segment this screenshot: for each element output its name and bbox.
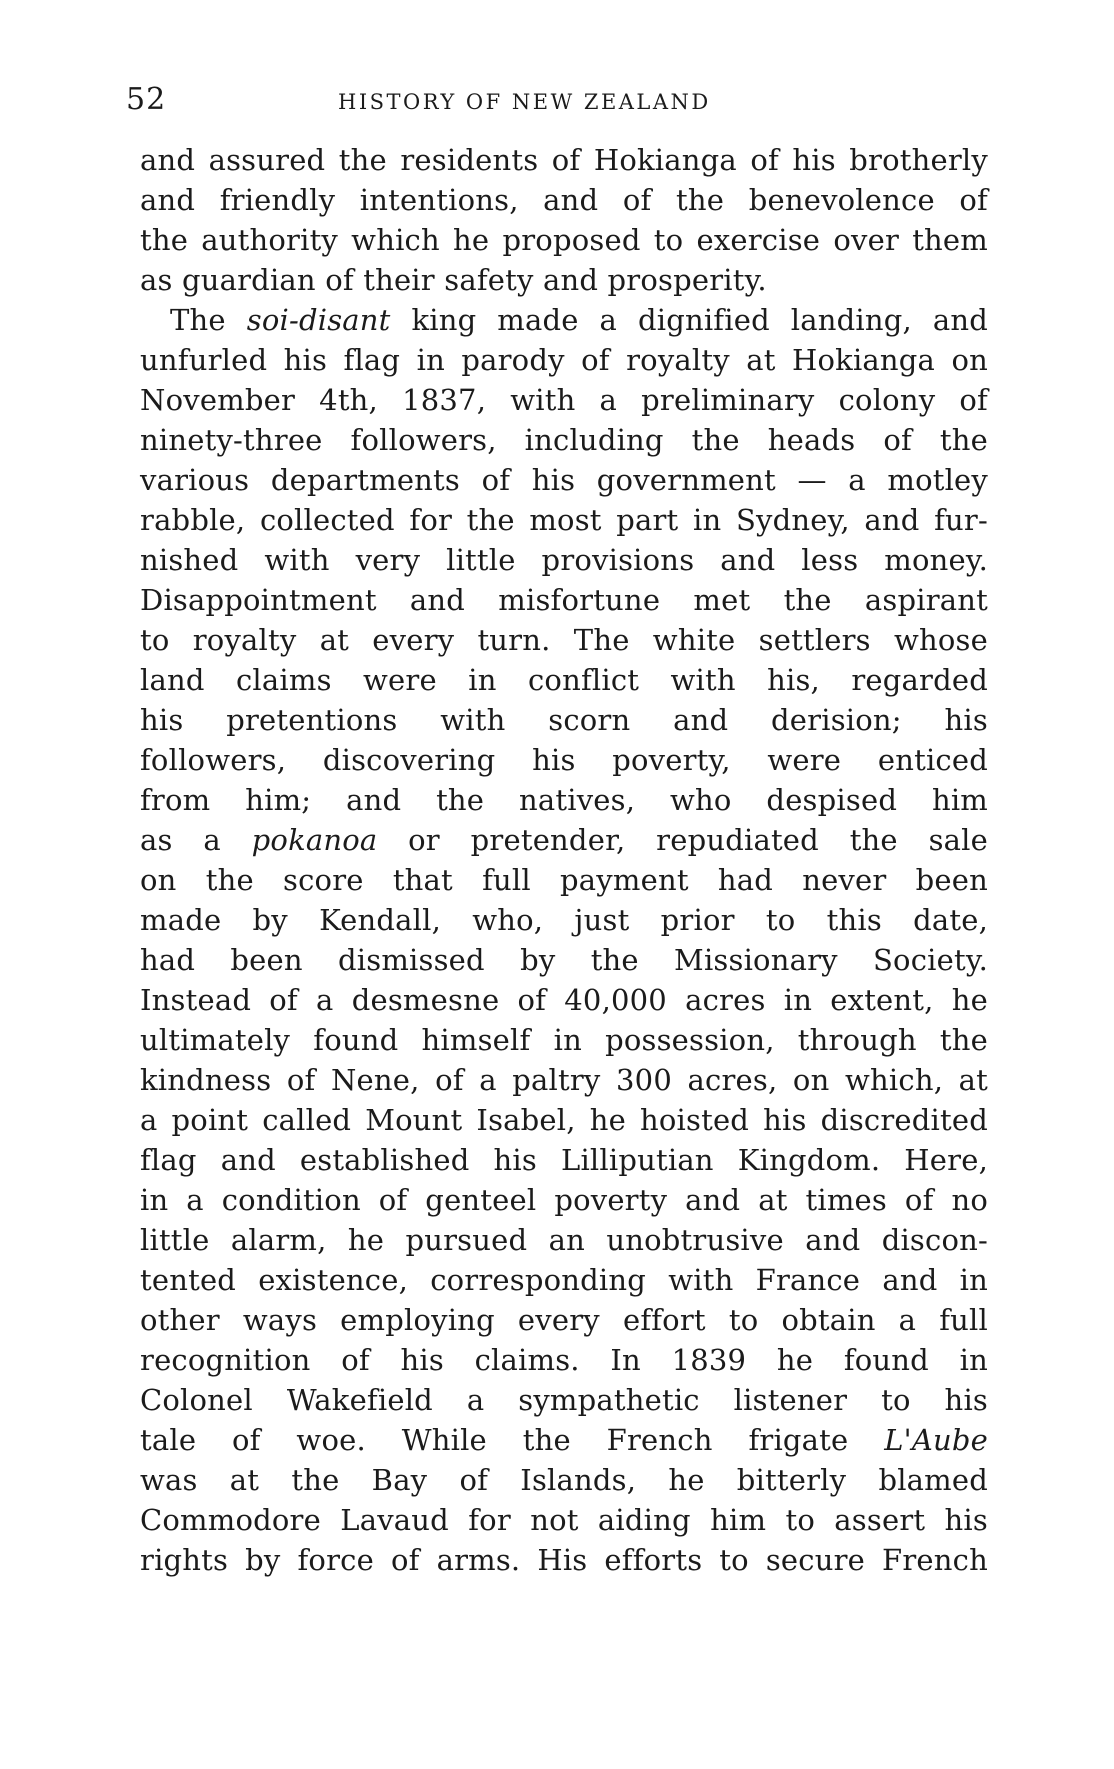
text-line: [140, 820, 988, 860]
text-line: [140, 1140, 988, 1180]
italic-text: soi-disant: [246, 303, 391, 337]
text-run: tale of woe. While the French frigate: [140, 1423, 885, 1457]
text-run: as guardian of their safety and prosperity.: [140, 263, 767, 297]
text-run: kindness of Nene, of a paltry 300 acres, on which, at: [140, 1063, 988, 1097]
text-run: his pretentions with scorn and derision; his: [140, 703, 988, 737]
text-run: rabble, collected for the most part in Sydney, and fur-: [140, 503, 988, 537]
text-run: on the score that full payment had never been: [140, 863, 988, 897]
italic-text: L'Aube: [884, 1423, 988, 1457]
text-run: ultimately found himself in possession, through the: [140, 1023, 988, 1057]
text-run: followers, discovering his poverty, were enticed: [140, 743, 988, 777]
text-run: tented existence, corresponding with France and in: [140, 1263, 988, 1297]
text-line: [140, 1380, 988, 1420]
text-run: had been dismissed by the Missionary Society.: [140, 943, 988, 977]
text-run: flag and established his Lilliputian Kingdom. Here,: [140, 1143, 988, 1177]
text-line: [140, 1460, 988, 1500]
page-number: 52: [126, 82, 167, 117]
text-line: [140, 900, 988, 940]
text-line: [140, 1180, 988, 1220]
text-line: [140, 700, 988, 740]
text-run: land claims were in conflict with his, regarded: [140, 663, 988, 697]
text-run: ninety-three followers, including the heads of the: [140, 423, 988, 457]
text-line: [140, 1260, 988, 1300]
text-line: [140, 620, 988, 660]
text-run: and friendly intentions, and of the benevolence of: [140, 183, 988, 217]
text-line: [140, 740, 988, 780]
text-run: nished with very little provisions and less money.: [140, 543, 988, 577]
text-line: [140, 260, 988, 300]
text-run: as a: [140, 823, 252, 857]
text-run: in a condition of genteel poverty and at times of no: [140, 1183, 988, 1217]
text-run: made by Kendall, who, just prior to this date,: [140, 903, 988, 937]
text-line: [140, 1300, 988, 1340]
text-run: other ways employing every effort to obtain a full: [140, 1303, 988, 1337]
text-run: unfurled his flag in parody of royalty at Hokianga on: [140, 343, 988, 377]
text-line: [140, 1500, 988, 1540]
text-line: [140, 860, 988, 900]
text-line: [140, 660, 988, 700]
text-line: [140, 300, 988, 340]
running-title: HISTORY OF NEW ZEALAND: [338, 90, 711, 114]
text-line: [140, 500, 988, 540]
text-run: a point called Mount Isabel, he hoisted his discredited: [140, 1103, 988, 1137]
text-run: November 4th, 1837, with a preliminary colony of: [140, 383, 988, 417]
paragraph: [140, 140, 988, 300]
text-run: Commodore Lavaud for not aiding him to assert his: [140, 1503, 988, 1537]
text-line: [140, 140, 988, 180]
text-line: [140, 1020, 988, 1060]
text-run: or pretender, repudiated the sale: [377, 823, 988, 857]
text-run: the authority which he proposed to exercise over them: [140, 223, 988, 257]
text-run: The: [170, 303, 247, 337]
text-line: [140, 380, 988, 420]
text-run: various departments of his government — a motley: [140, 463, 988, 497]
paragraph: [140, 300, 988, 1580]
text-line: [140, 460, 988, 500]
running-head: [126, 82, 988, 122]
text-run: rights by force of arms. His efforts to secure French: [140, 1543, 988, 1577]
text-run: to royalty at every turn. The white settlers whose: [140, 623, 988, 657]
body-text: [140, 140, 988, 1580]
text-run: was at the Bay of Islands, he bitterly blamed: [140, 1463, 988, 1497]
text-run: Instead of a desmesne of 40,000 acres in extent, he: [140, 983, 988, 1017]
text-line: [140, 540, 988, 580]
text-line: [140, 1340, 988, 1380]
text-run: little alarm, he pursued an unobtrusive and discon-: [140, 1223, 988, 1257]
text-line: [140, 1220, 988, 1260]
text-run: Colonel Wakefield a sympathetic listener to his: [140, 1383, 988, 1417]
text-line: [140, 1420, 988, 1460]
text-line: [140, 780, 988, 820]
italic-text: pokanoa: [251, 823, 378, 857]
text-line: [140, 220, 988, 260]
text-line: [140, 980, 988, 1020]
text-line: [140, 940, 988, 980]
text-run: and assured the residents of Hokianga of his brotherly: [140, 143, 988, 177]
text-run: king made a dignified landing, and: [390, 303, 988, 337]
text-line: [140, 1100, 988, 1140]
text-run: from him; and the natives, who despised him: [140, 783, 988, 817]
text-line: [140, 180, 988, 220]
text-run: Disappointment and misfortune met the aspirant: [140, 583, 988, 617]
text-line: [140, 420, 988, 460]
text-line: [140, 1540, 988, 1580]
text-run: recognition of his claims. In 1839 he found in: [140, 1343, 988, 1377]
text-line: [140, 340, 988, 380]
text-line: [140, 1060, 988, 1100]
text-line: [140, 580, 988, 620]
